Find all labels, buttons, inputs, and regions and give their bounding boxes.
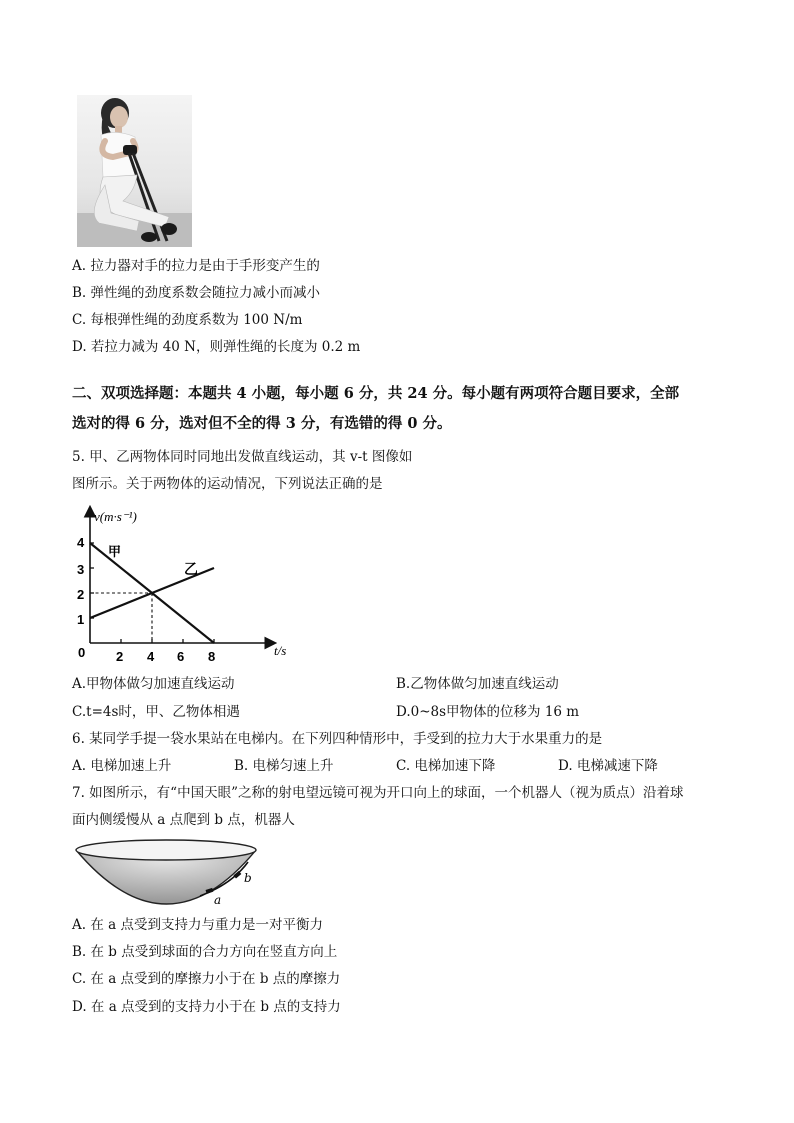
section-heading-line1: 二、双项选择题：本题共 4 小题，每小题 6 分，共 24 分。每小题有两项符合题目要求，全部 [72, 385, 680, 402]
bowl-rim [76, 840, 256, 860]
q6-option-a: A. 电梯加速上升 [72, 758, 172, 774]
series-label-jia: 甲 [108, 545, 122, 560]
y-tick-label-1: 1 [77, 612, 85, 627]
q7-stem-line1: 7. 如图所示，有“中国天眼”之称的射电望远镜可视为开口向上的球面，一个机器人（视为质点）沿着球 [72, 785, 684, 801]
x-tick-label-4: 4 [147, 649, 155, 664]
series-label-yi: 乙 [184, 562, 198, 578]
q7-option-a: A. 在 a 点受到支持力与重力是一对平衡力 [72, 917, 323, 933]
v-t-chart [70, 502, 300, 670]
q5-stem-line2: 图所示。关于两物体的运动情况，下列说法正确的是 [72, 476, 383, 492]
x-axis-label: t/s [274, 643, 287, 658]
point-b-label: b [244, 871, 252, 885]
q4-option-c: C. 每根弹性绳的劲度系数为 100 N/m [72, 312, 303, 328]
q5-option-b: B.乙物体做匀加速直线运动 [396, 676, 559, 692]
x-tick-label-6: 6 [177, 649, 185, 664]
exercise-illustration [77, 95, 192, 247]
q5-option-a: A.甲物体做匀加速直线运动 [72, 676, 235, 692]
point-a-label: a [214, 893, 222, 906]
q7-option-b: B. 在 b 点受到球面的合力方向在竖直方向上 [72, 944, 338, 960]
q7-option-c: C. 在 a 点受到的摩擦力小于在 b 点的摩擦力 [72, 971, 341, 987]
y-tick-label-4: 4 [77, 535, 85, 550]
q6-option-b: B. 电梯匀速上升 [234, 758, 334, 774]
q5-stem-line1: 5. 甲、乙两物体同时同地出发做直线运动，其 v-t 图像如 [72, 449, 413, 465]
y-axis-label: v(m·s⁻¹) [94, 509, 137, 524]
x-tick-label-2: 2 [116, 649, 124, 664]
q4-option-b: B. 弹性绳的劲度系数会随拉力减小而减小 [72, 285, 321, 301]
q7-option-d: D. 在 a 点受到的支持力小于在 b 点的支持力 [72, 999, 341, 1015]
bowl-figure [72, 838, 262, 906]
y-tick-label-2: 2 [77, 587, 85, 602]
exercise-photo [77, 95, 192, 247]
q6-option-c: C. 电梯加速下降 [396, 758, 496, 774]
q6-option-d: D. 电梯减速下降 [558, 758, 658, 774]
section-heading-line2: 选对的得 6 分，选对但不全的得 3 分，有选错的得 0 分。 [72, 415, 452, 432]
origin-label: 0 [78, 645, 86, 660]
q6-stem: 6. 某同学手提一袋水果站在电梯内。在下列四种情形中，手受到的拉力大于水果重力的是 [72, 731, 603, 747]
q7-stem-line2: 面内侧缓慢从 a 点爬到 b 点，机器人 [72, 812, 295, 828]
q5-option-d: D.0~8s甲物体的位移为 16 m [396, 704, 580, 720]
q4-option-a: A. 拉力器对手的拉力是由于手形变产生的 [72, 258, 320, 274]
x-tick-label-8: 8 [208, 649, 216, 664]
q4-option-d: D. 若拉力减为 40 N，则弹性绳的长度为 0.2 m [72, 339, 361, 355]
q5-option-c: C.t=4s时，甲、乙物体相遇 [72, 704, 240, 720]
y-tick-label-3: 3 [77, 562, 85, 577]
